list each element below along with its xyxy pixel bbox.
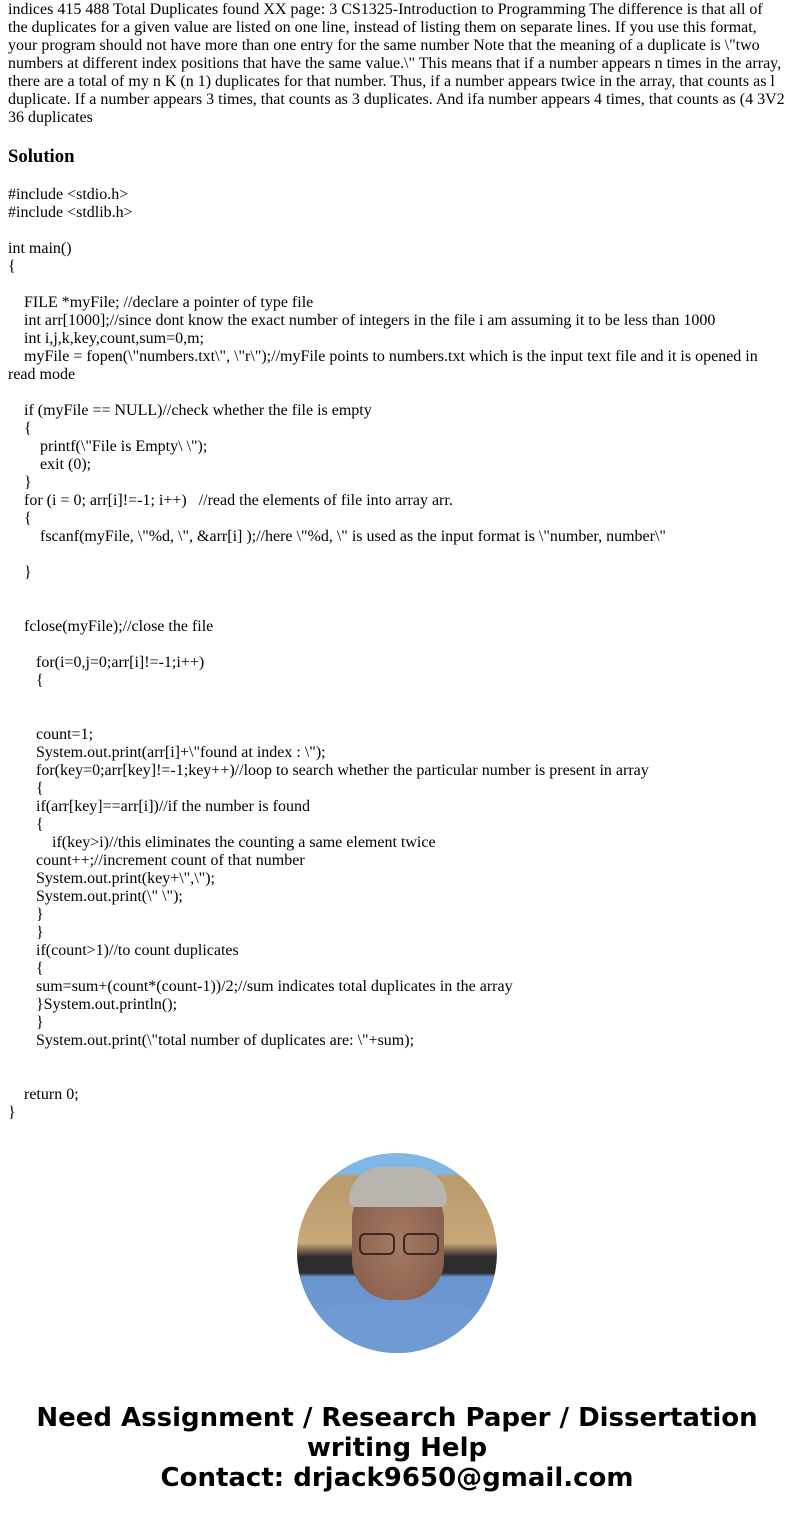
code-line: #include <stdlib.h> bbox=[8, 204, 133, 221]
code-line: { bbox=[8, 960, 44, 977]
solution-heading: Solution bbox=[8, 146, 75, 167]
code-line: { bbox=[8, 510, 32, 527]
code-line bbox=[8, 384, 786, 402]
code-line bbox=[8, 708, 786, 726]
code-line: { bbox=[8, 420, 32, 437]
promo-line-2: writing Help bbox=[306, 1433, 488, 1463]
code-line: fclose(myFile);//close the file bbox=[8, 618, 214, 635]
code-line bbox=[8, 546, 786, 564]
code-line: System.out.print(key+\",\"); bbox=[8, 870, 215, 887]
solution-code bbox=[8, 186, 786, 1122]
code-line: count++;//increment count of that number bbox=[8, 852, 305, 869]
code-line: { bbox=[8, 780, 44, 797]
promo-banner bbox=[0, 1403, 794, 1493]
code-line: for(key=0;arr[key]!=-1;key++)//loop to search whether the particular number is present in array bbox=[8, 762, 649, 779]
avatar-shirt bbox=[307, 1303, 487, 1353]
code-line: int arr[1000];//since dont know the exact number of integers in the file i am assuming it to be less than 1000 bbox=[8, 312, 716, 329]
question-text: indices 415 488 Total Duplicates found XX page: 3 CS1325-Introduction to Programming The difference is that all of the duplicates for a given value are listed on one line, instead of listing them on separate lines. If you use this format, your program should not have more than one entry for the same number Note that the meaning of a duplicate is \"two numbers at different index positions that have the same value.\" This means that if a number appears n times in the array, there are a total of my n K (n 1) duplicates for that number. Thus, if a number appears twice in the array, that counts as l duplicate. If a number appears 3 times, that counts as 3 duplicates. And ifa number appears 4 times, that counts as (4 3V2 36 duplicates bbox=[8, 1, 785, 126]
code-line: myFile = fopen(\"numbers.txt\", \"r\");//myFile points to numbers.txt which is the input text file and it is opened in read mode bbox=[8, 348, 762, 383]
code-line: for(i=0,j=0;arr[i]!=-1;i++) bbox=[8, 654, 205, 671]
code-line: { bbox=[8, 258, 16, 275]
code-line: System.out.print(\" \"); bbox=[8, 888, 183, 905]
author-avatar bbox=[297, 1153, 497, 1353]
code-line: } bbox=[8, 474, 32, 491]
code-line bbox=[8, 1050, 786, 1068]
code-line bbox=[8, 582, 786, 600]
code-line: return 0; bbox=[8, 1086, 79, 1103]
code-line: { bbox=[8, 672, 44, 689]
code-line bbox=[8, 276, 786, 294]
code-line: System.out.print(arr[i]+\"found at index : \"); bbox=[8, 744, 326, 761]
code-line: } bbox=[8, 1104, 16, 1121]
code-line bbox=[8, 222, 786, 240]
code-line: #include <stdio.h> bbox=[8, 186, 129, 203]
code-line: } bbox=[8, 924, 44, 941]
code-line: count=1; bbox=[8, 726, 94, 743]
code-line: for (i = 0; arr[i]!=-1; i++) //read the elements of file into array arr. bbox=[8, 492, 453, 509]
code-line: fscanf(myFile, \"%d, \", &arr[i] );//here \"%d, \" is used as the input format is \"number, number\" bbox=[8, 528, 666, 545]
code-line: int main() bbox=[8, 240, 72, 257]
code-line: } bbox=[8, 564, 32, 581]
code-line bbox=[8, 1068, 786, 1086]
code-line: if (myFile == NULL)//check whether the file is empty bbox=[8, 402, 372, 419]
glasses-icon bbox=[359, 1233, 439, 1251]
code-line: if(arr[key]==arr[i])//if the number is found bbox=[8, 798, 310, 815]
code-line: printf(\"File is Empty\ \"); bbox=[8, 438, 208, 455]
promo-contact: Contact: drjack9650@gmail.com bbox=[160, 1463, 634, 1493]
code-line: { bbox=[8, 816, 44, 833]
code-line bbox=[8, 690, 786, 708]
code-line: if(key>i)//this eliminates the counting a same element twice bbox=[8, 834, 436, 851]
code-line: System.out.print(\"total number of duplicates are: \"+sum); bbox=[8, 1032, 415, 1049]
code-line: }System.out.println(); bbox=[8, 996, 178, 1013]
code-line: int i,j,k,key,count,sum=0,m; bbox=[8, 330, 204, 347]
avatar-hair bbox=[349, 1167, 447, 1207]
promo-line-1: Need Assignment / Research Paper / Dissertation bbox=[36, 1403, 758, 1433]
code-line bbox=[8, 600, 786, 618]
code-line: FILE *myFile; //declare a pointer of type file bbox=[8, 294, 314, 311]
code-line: } bbox=[8, 906, 44, 923]
code-line: sum=sum+(count*(count-1))/2;//sum indicates total duplicates in the array bbox=[8, 978, 513, 995]
code-line: if(count>1)//to count duplicates bbox=[8, 942, 239, 959]
code-line: exit (0); bbox=[8, 456, 92, 473]
code-line bbox=[8, 636, 786, 654]
code-line: } bbox=[8, 1014, 44, 1031]
